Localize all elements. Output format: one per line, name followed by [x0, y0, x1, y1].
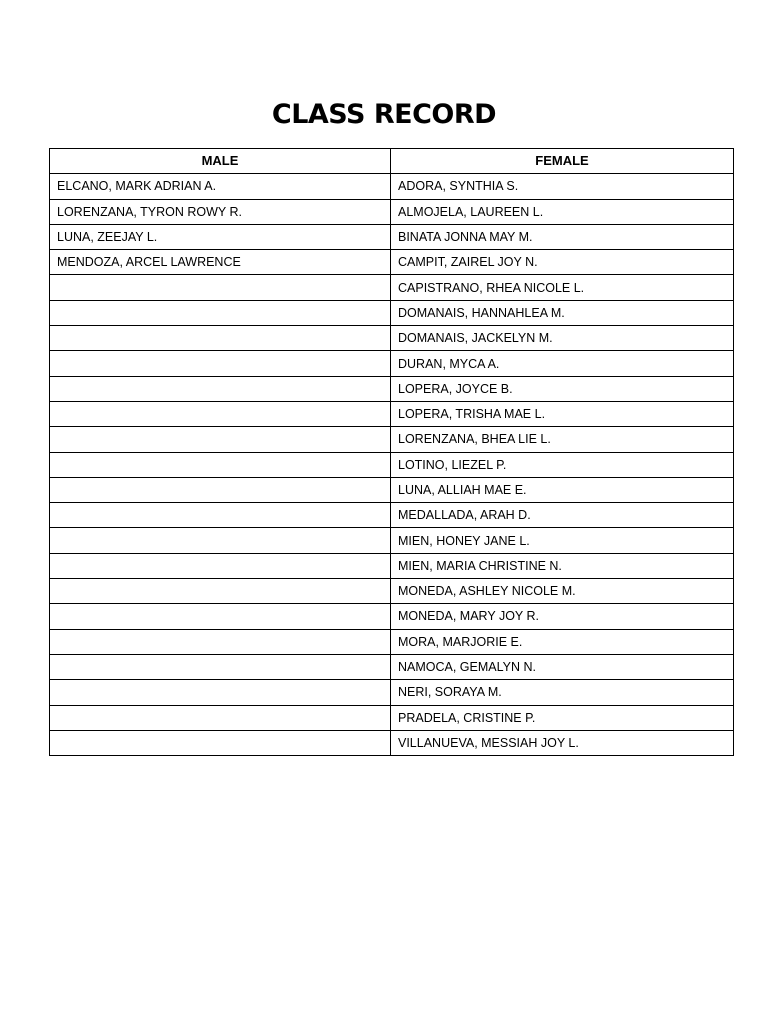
page-title: CLASS RECORD: [271, 99, 497, 130]
female-name-cell: VILLANUEVA, MESSIAH JOY L.: [391, 730, 734, 755]
table-row: [50, 680, 734, 705]
table-row: [50, 300, 734, 325]
table-row: [50, 199, 734, 224]
table-row: [50, 579, 734, 604]
male-name-cell: [50, 654, 391, 679]
male-name-cell: [50, 553, 391, 578]
female-name-cell: DOMANAIS, HANNAHLEA M.: [391, 300, 734, 325]
male-name-cell: [50, 477, 391, 502]
column-header-female: FEMALE: [391, 149, 734, 174]
female-name-cell: BINATA JONNA MAY M.: [391, 224, 734, 249]
female-name-cell: ADORA, SYNTHIA S.: [391, 174, 734, 199]
table-row: [50, 477, 734, 502]
male-name-cell: [50, 300, 391, 325]
female-name-cell: ALMOJELA, LAUREEN L.: [391, 199, 734, 224]
male-name-cell: [50, 427, 391, 452]
table-body: [50, 174, 734, 756]
female-name-cell: MIEN, HONEY JANE L.: [391, 528, 734, 553]
table-row: [50, 401, 734, 426]
table-row: [50, 503, 734, 528]
table-row: [50, 629, 734, 654]
table-row: [50, 427, 734, 452]
table-row: [50, 528, 734, 553]
male-name-cell: [50, 376, 391, 401]
female-name-cell: DOMANAIS, JACKELYN M.: [391, 326, 734, 351]
female-name-cell: NAMOCA, GEMALYN N.: [391, 654, 734, 679]
table-row: [50, 326, 734, 351]
table-row: [50, 250, 734, 275]
male-name-cell: ELCANO, MARK ADRIAN A.: [50, 174, 391, 199]
male-name-cell: [50, 503, 391, 528]
female-name-cell: LOTINO, LIEZEL P.: [391, 452, 734, 477]
female-name-cell: LOPERA, TRISHA MAE L.: [391, 401, 734, 426]
male-name-cell: [50, 528, 391, 553]
male-name-cell: [50, 326, 391, 351]
female-name-cell: MONEDA, MARY JOY R.: [391, 604, 734, 629]
female-name-cell: LOPERA, JOYCE B.: [391, 376, 734, 401]
female-name-cell: NERI, SORAYA M.: [391, 680, 734, 705]
male-name-cell: [50, 579, 391, 604]
female-name-cell: LORENZANA, BHEA LIE L.: [391, 427, 734, 452]
male-name-cell: MENDOZA, ARCEL LAWRENCE: [50, 250, 391, 275]
female-name-cell: MONEDA, ASHLEY NICOLE M.: [391, 579, 734, 604]
male-name-cell: LORENZANA, TYRON ROWY R.: [50, 199, 391, 224]
table-row: [50, 730, 734, 755]
class-record-table: [49, 148, 734, 756]
table-header-row: [50, 149, 734, 174]
female-name-cell: LUNA, ALLIAH MAE E.: [391, 477, 734, 502]
table-row: [50, 376, 734, 401]
male-name-cell: [50, 452, 391, 477]
table-row: [50, 275, 734, 300]
table-row: [50, 351, 734, 376]
table-row: [50, 224, 734, 249]
female-name-cell: MORA, MARJORIE E.: [391, 629, 734, 654]
female-name-cell: PRADELA, CRISTINE P.: [391, 705, 734, 730]
male-name-cell: [50, 604, 391, 629]
male-name-cell: [50, 275, 391, 300]
male-name-cell: [50, 680, 391, 705]
female-name-cell: DURAN, MYCA A.: [391, 351, 734, 376]
table-row: [50, 452, 734, 477]
male-name-cell: [50, 351, 391, 376]
table-row: [50, 174, 734, 199]
female-name-cell: MEDALLADA, ARAH D.: [391, 503, 734, 528]
table-row: [50, 604, 734, 629]
female-name-cell: MIEN, MARIA CHRISTINE N.: [391, 553, 734, 578]
table-row: [50, 553, 734, 578]
table-row: [50, 705, 734, 730]
male-name-cell: LUNA, ZEEJAY L.: [50, 224, 391, 249]
column-header-male: MALE: [50, 149, 391, 174]
male-name-cell: [50, 705, 391, 730]
female-name-cell: CAPISTRANO, RHEA NICOLE L.: [391, 275, 734, 300]
table-row: [50, 654, 734, 679]
male-name-cell: [50, 401, 391, 426]
male-name-cell: [50, 629, 391, 654]
male-name-cell: [50, 730, 391, 755]
female-name-cell: CAMPIT, ZAIREL JOY N.: [391, 250, 734, 275]
